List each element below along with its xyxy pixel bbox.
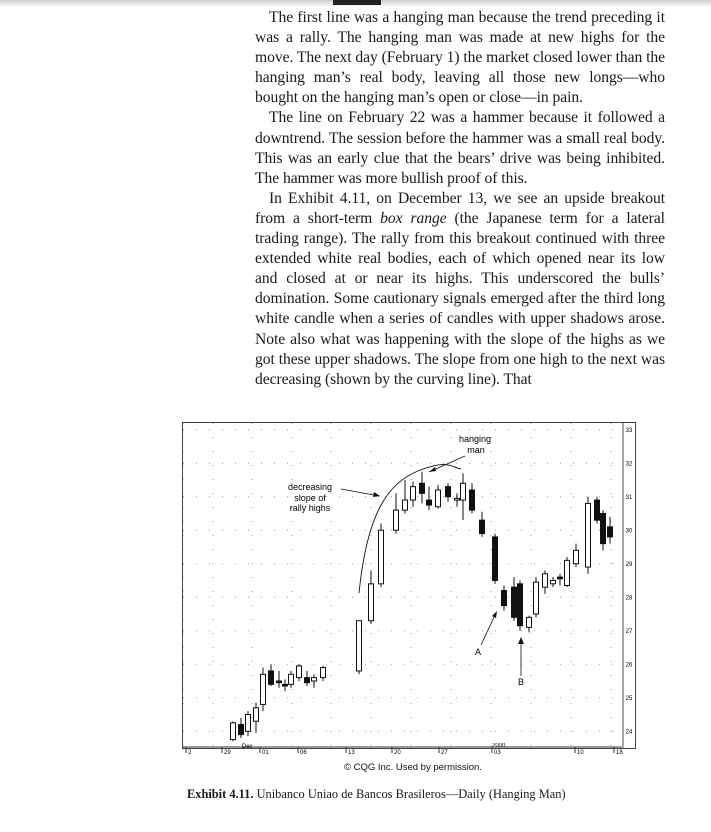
candlestick-chart (182, 422, 636, 749)
arrow-A (481, 613, 496, 645)
annotation-slope-line3: rally highs (289, 503, 331, 513)
candle-body (534, 582, 539, 614)
chart-grid (183, 423, 623, 748)
price-tick-label: 32 (625, 461, 633, 468)
price-tick-label: 33 (625, 428, 633, 435)
candle-body (461, 483, 466, 500)
arrowhead-A (492, 611, 497, 618)
candle-body (586, 503, 591, 567)
candle-body (411, 487, 416, 500)
decreasing-slope-curve (359, 465, 461, 593)
candle-body (312, 678, 317, 681)
candle-body (502, 591, 507, 606)
date-tick-label: 06 (300, 750, 307, 756)
price-tick-label: 29 (625, 562, 633, 569)
candle-body (470, 490, 475, 510)
candle-body (246, 714, 251, 731)
candle-body (436, 490, 441, 507)
annotation-slope-line1: decreasing (287, 482, 333, 492)
date-tick-label: 18 (616, 750, 623, 756)
date-tick-label: 10 (577, 750, 584, 756)
term-box-range: box range (380, 209, 447, 227)
candle-body (283, 684, 288, 686)
price-axis-ticks (626, 428, 633, 736)
date-tick-label: 20 (394, 750, 401, 756)
price-tick-label: 30 (625, 528, 633, 535)
annotation-hanging-man-line2: man (467, 445, 485, 455)
month-label: Dec (242, 744, 253, 750)
caption-text: Unibanco Uniao de Bancos Brasileros—Daily (Hanging Man) (256, 787, 566, 801)
candle-body (543, 574, 548, 587)
candle-body (357, 621, 362, 671)
candle-body (239, 725, 244, 735)
candle-body (427, 500, 432, 505)
price-tick-label: 25 (625, 696, 633, 703)
candle-body (289, 674, 294, 684)
paragraph-1: The first line was a hanging man because the trend preceding it was a rally. The hanging man was made at new highs for the move. The next day (February 1) the market closed lower than the hanging man’s real body, leaving all those new longs—who bought on the hanging man’s open or close—in pain. (255, 9, 665, 107)
arrowhead-B (518, 637, 524, 644)
candle-body (321, 668, 326, 678)
year-label: 2000 (492, 743, 506, 749)
annotation-hanging-man-line1: hanging (458, 434, 492, 444)
candle-body (527, 617, 532, 627)
annotation-B: B (517, 677, 525, 687)
candle-body (565, 560, 570, 585)
annotation-A: A (474, 647, 482, 657)
price-tick-label: 26 (625, 662, 633, 669)
page-top-edge (0, 0, 711, 6)
paragraph-3-text: In Exhibit 4.11, on December 13, we see an upside breakout from a short-term box range (the Japanese term for a lateral trading range). The rally from this breakout continued with three extended white real bodies, each of which opened near its low and closed at or near its highs. This underscored the bulls’ domination. Some cautionary signals emerged after the third long white candle when a series of candles with upper shadows arose. Note also what was happening with the slope of the highs as we got these upper shadows. The slope from one high to the next was decreasing (shown by the curving line). That (255, 189, 665, 388)
caption-label: Exhibit 4.11. (187, 787, 254, 801)
date-tick-label: 03 (494, 750, 501, 756)
candle-body (480, 520, 485, 533)
date-tick-label: 29 (224, 750, 231, 756)
candle-body (455, 498, 460, 500)
candles (231, 472, 613, 742)
body-text (255, 8, 665, 390)
date-axis (182, 743, 634, 761)
candle-body (608, 527, 613, 537)
paragraph-3 (255, 189, 665, 390)
chart-svg (183, 423, 635, 748)
chart-credit: © CQG Inc. Used by permission. (344, 762, 482, 773)
price-tick-label: 27 (625, 629, 633, 636)
candle-body (518, 584, 523, 626)
candle-body (254, 708, 259, 721)
page-tab-marker (333, 0, 381, 5)
date-tick-label: 27 (441, 750, 448, 756)
annotation-slope-line2: slope of (294, 493, 326, 503)
candle-body (269, 671, 274, 684)
candle-body (403, 500, 408, 510)
price-tick-label: 24 (625, 729, 633, 736)
candle-body (231, 723, 236, 740)
candle-body (551, 580, 556, 583)
candle-body (379, 530, 384, 584)
slope-arrow (341, 489, 379, 496)
candle-body (574, 550, 579, 563)
candle-body (512, 587, 517, 617)
date-tick-label: 2 (188, 750, 192, 756)
candle-body (558, 577, 563, 579)
candle-body (369, 584, 374, 621)
date-tick-label: 01 (262, 750, 269, 756)
paragraph-2: The line on February 22 was a hammer because it followed a downtrend. The session before the hammer was a small real body. This was an early clue that the bears’ drive was being inhibited. The hammer was more bullish proof of this. (255, 109, 665, 187)
candle-body (277, 681, 282, 683)
candle-body (394, 510, 399, 530)
candle-body (420, 483, 425, 493)
date-tick-label: 13 (348, 750, 355, 756)
hanging-man-arrowhead (429, 467, 436, 472)
price-tick-label: 28 (625, 595, 633, 602)
candle-body (601, 513, 606, 543)
figure-caption (187, 787, 566, 802)
price-tick-label: 31 (625, 495, 633, 502)
candle-body (493, 537, 498, 581)
candle-body (305, 678, 310, 683)
candle-body (297, 666, 302, 678)
candle-body (261, 674, 266, 704)
candle-body (595, 500, 600, 520)
candle-body (446, 487, 451, 497)
